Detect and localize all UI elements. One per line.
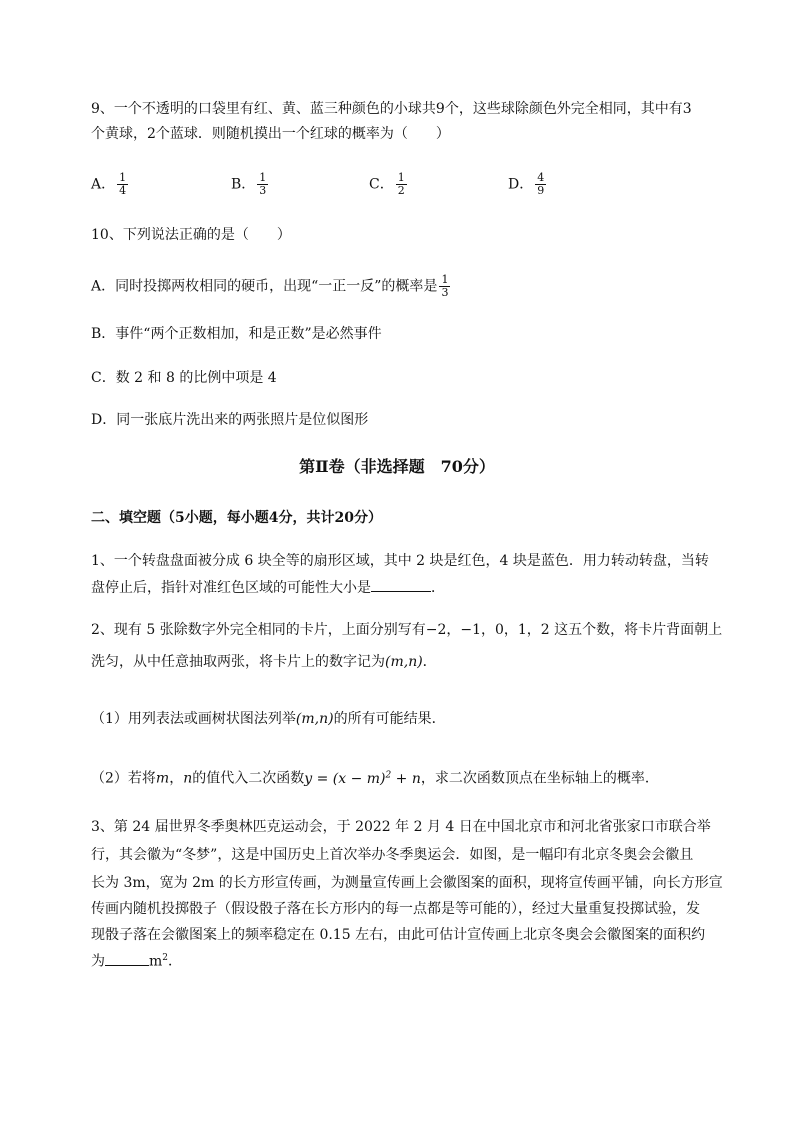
q10-option-c: C．数 2 和 8 的比例中项是 4: [91, 370, 277, 386]
text: （1）用列表法或画树状图法列举: [91, 711, 296, 727]
math-function: $y = (x - m)^2 + n$: [304, 770, 421, 787]
text: 的所有可能结果．: [333, 711, 446, 727]
text: ．: [431, 580, 445, 596]
text: 的值代入二次函数: [192, 770, 305, 787]
unit-exponent: 2: [162, 953, 169, 963]
part2-title: 第Ⅱ卷（非选择题 70分）: [299, 457, 495, 476]
f3-line-5: 现骰子落在会徽图案上的频率稳定在 0.15 左右，由此可估计宣传画上北京冬奥会会徽图案的面积约: [91, 927, 706, 943]
f2-line-2: [91, 652, 711, 672]
q9-option-a: [91, 172, 130, 197]
option-text: A．同时投掷两枚相同的硬币，出现“一正一反”的概率是: [91, 278, 438, 295]
text: ．: [168, 953, 183, 970]
text: 洗匀，从中任意抽取两张，将卡片上的数字记为: [91, 654, 385, 670]
math-expression: (m,n): [295, 711, 334, 727]
fraction: $\frac{1}{4}$: [119, 171, 127, 197]
math-variable: n: [183, 770, 193, 787]
fraction: $\frac{1}{2}$: [397, 171, 405, 197]
f1-line-2: [91, 577, 711, 598]
q10-option-a: [91, 274, 711, 299]
f3-line-4: 传画内随机投掷骰子（假设骰子落在长方形内的每一点都是等可能的），经过大量重复投掷试验，发: [91, 901, 700, 917]
option-label: D．: [508, 176, 534, 193]
f3-line-6: [91, 948, 711, 972]
text: 为: [91, 953, 105, 970]
f2-sub-1: [91, 709, 711, 729]
text: ，求二次函数顶点在坐标轴上的概率．: [420, 770, 659, 787]
text: （2）若将: [91, 770, 156, 787]
q9-option-c: [369, 172, 409, 197]
f3-line-1: 3、第 24 届世界冬季奥林匹克运动会，于 2022 年 2 月 4 日在中国北京市和河北省张家口市联合举: [91, 819, 711, 835]
option-label: A．: [91, 176, 116, 193]
q9-line-2: 个黄球，2个蓝球．则随机摸出一个红球的概率为（ ）: [91, 126, 450, 142]
text: ，: [169, 770, 184, 787]
math-variable: m: [155, 770, 170, 787]
q10-stem: 10、下列说法正确的是（ ）: [91, 227, 291, 243]
fill-section-heading: 二、填空题（5小题，每小题4分，共计20分）: [91, 510, 382, 526]
option-label: B．: [231, 176, 256, 193]
q9-option-b: [231, 172, 270, 197]
f3-line-3: 长为 3m，宽为 2m 的长方形宣传画，为测量宣传画上会徽图案的面积，现将宣传画平铺，向长方形宣: [91, 875, 723, 891]
fraction: $\frac{1}{3}$: [441, 273, 449, 299]
q10-option-b: B．事件“两个正数相加，和是正数”是必然事件: [91, 326, 382, 342]
option-label: C．: [369, 176, 394, 193]
text: 盘停止后，指针对准红色区域的可能性大小是: [91, 580, 371, 596]
f2-sub-2: [91, 765, 711, 789]
q9-option-d: [508, 172, 548, 197]
f2-line-1: 2、现有 5 张除数字外完全相同的卡片，上面分别写有−2，−1，0，1，2 这五个数，将卡片背面朝上: [91, 622, 723, 638]
answer-blank: [371, 577, 431, 592]
fraction: $\frac{4}{9}$: [537, 171, 545, 197]
q10-option-d: D．同一张底片洗出来的两张照片是位似图形: [91, 412, 369, 428]
f1-line-1: 1、一个转盘盘面被分成 6 块全等的扇形区域，其中 2 块是红色，4 块是蓝色．用力转动转盘，当转: [91, 553, 709, 569]
unit: m: [149, 953, 163, 970]
answer-blank: [105, 951, 149, 966]
f3-line-2: 行，其会徽为“冬梦”，这是中国历史上首次举办冬季奥运会．如图，是一幅印有北京冬奥会会徽且: [91, 847, 694, 863]
fraction: $\frac{1}{3}$: [259, 171, 267, 197]
math-expression: (m,n): [385, 654, 423, 670]
q9-line-1: 9、一个不透明的口袋里有红、黄、蓝三种颜色的小球共9个，这些球除颜色外完全相同，其中有3: [91, 101, 692, 117]
text: ．: [422, 654, 437, 670]
